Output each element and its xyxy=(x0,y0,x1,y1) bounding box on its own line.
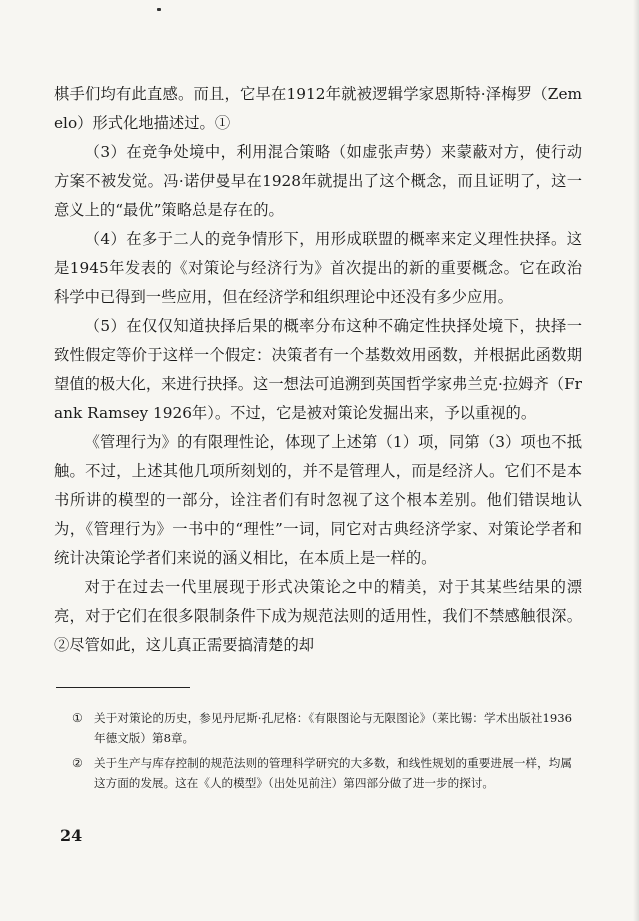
footnote-divider xyxy=(56,687,190,688)
footnote-2 xyxy=(72,753,572,793)
footnote-marker: ① xyxy=(72,711,83,725)
footnotes xyxy=(72,708,572,798)
page-edge-shadow xyxy=(633,0,639,921)
footnote-marker: ② xyxy=(72,756,83,770)
paragraph-item-3: （3）在竞争处境中，利用混合策略（如虚张声势）来蒙蔽对方，使行动方案不被发觉。冯·诺伊曼早在1928年就提出了这个概念，而且证明了，这一意义上的“最优”策略总是存在的。 xyxy=(54,143,582,219)
footnote-text: 关于对策论的历史，参见丹尼斯·孔尼格：《有限图论与无限图论》（莱比锡：学术出版社1936年德文版）第8章。 xyxy=(94,711,572,745)
page-number: 24 xyxy=(60,826,83,845)
paragraph-item-4: （4）在多于二人的竞争情形下，用形成联盟的概率来定义理性抉择。这是1945年发表的《对策论与经济行为》首次提出的新的重要概念。它在政治科学中已得到一些应用，但在经济学和组织理论中还没有多少应用。 xyxy=(54,230,582,306)
paragraph-formal-decision-theory: 对于在过去一代里展现于形式决策论之中的精美，对于其某些结果的漂亮，对于它们在很多限制条件下成为规范法则的适用性，我们不禁感触很深。②尽管如此，这儿真正需要搞清楚的却 xyxy=(54,578,582,654)
scan-speck xyxy=(157,8,161,11)
paragraph-item-5: （5）在仅仅知道抉择后果的概率分布这种不确定性抉择处境下，抉择一致性假定等价于这样一个假定：决策者有一个基数效用函数，并根据此函数期望值的极大化，来进行抉择。这一想法可追溯到英国哲学家弗兰克·拉姆齐（Frank Ramsey 1926年）。不过，它是被对策论发掘出来，予以重视的。 xyxy=(54,317,582,422)
footnote-1 xyxy=(72,708,572,748)
footnote-text: 关于生产与库存控制的规范法则的管理科学研究的大多数，和线性规划的重要进展一样，均属这方面的发展。这在《人的模型》（出处见前注）第四部分做了进一步的探讨。 xyxy=(94,756,572,790)
paragraph-administrative-behavior: 《管理行为》的有限理性论，体现了上述第（1）项，同第（3）项也不抵触。不过，上述其他几项所刻划的，并不是管理人，而是经济人。它们不是本书所讲的模型的一部分，诠注者们有时忽视了这个根本差别。他们错误地认为，《管理行为》一书中的“理性”一词，同它对古典经济学家、对策论学者和统计决策论学者们来说的涵义相比，在本质上是一样的。 xyxy=(54,433,582,567)
body-text xyxy=(54,80,582,660)
paragraph-continued: 棋手们均有此直感。而且，它早在1912年就被逻辑学家恩斯特·泽梅罗（Zemelo）形式化地描述过。① xyxy=(54,85,582,132)
